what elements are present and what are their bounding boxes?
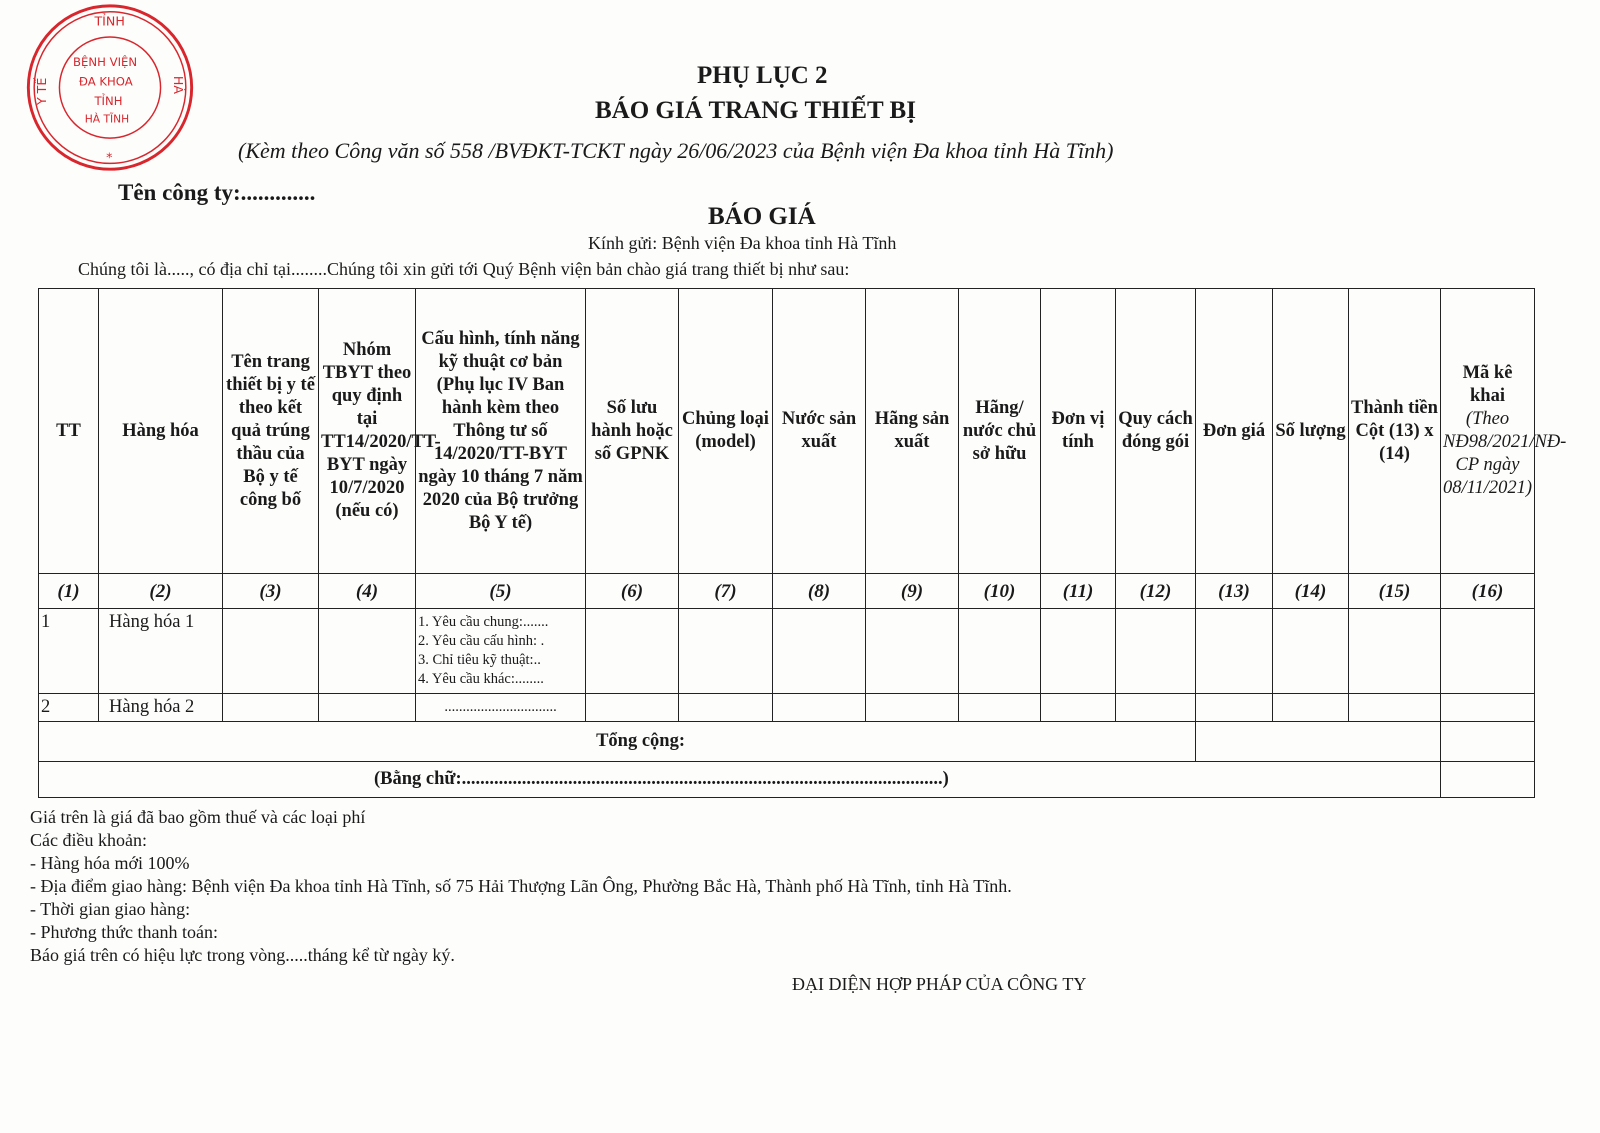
quote-table xyxy=(38,288,1567,798)
index-cell: (10) xyxy=(959,574,1041,609)
requirement: 1. Yêu cầu chung:....... xyxy=(418,614,549,630)
cell xyxy=(223,609,319,694)
note-line: - Hàng hóa mới 100% xyxy=(30,853,190,873)
cell xyxy=(1041,694,1116,722)
svg-text:TỈNH: TỈNH xyxy=(94,94,123,109)
index-cell: (2) xyxy=(99,574,223,609)
col-header: Cấu hình, tính năng kỹ thuật cơ bản (Phụ lục IV Ban hành kèm theo Thông tư số 14/2020/TT-BYT ngày 10 tháng 7 năm 2020 của Bộ trưởng Bộ Y tế) xyxy=(416,289,586,574)
quote-title: BÁO GIÁ xyxy=(708,203,816,230)
cell xyxy=(1441,762,1535,798)
cell xyxy=(1349,694,1441,722)
cell xyxy=(773,694,866,722)
document-body xyxy=(30,288,1567,996)
svg-text:TỈNH: TỈNH xyxy=(94,13,125,29)
index-cell: (14) xyxy=(1273,574,1349,609)
in-words-row xyxy=(39,762,1535,798)
col-header-label: Mã kê khai xyxy=(1462,363,1513,406)
row-tt: 1 xyxy=(39,609,99,694)
col-header: Số lưu hành hoặc số GPNK xyxy=(586,289,679,574)
cell xyxy=(1116,694,1196,722)
col-header: Số lượng xyxy=(1273,289,1349,574)
col-header: TT xyxy=(39,289,99,574)
col-header: Tên trang thiết bị y tế theo kết quả trúng thầu của Bộ y tế công bố xyxy=(223,289,319,574)
note-line: Các điều khoản: xyxy=(30,830,147,850)
cell xyxy=(319,694,416,722)
cell xyxy=(319,609,416,694)
col-header: Nhóm TBYT theo quy định tại TT14/2020/TT-BYT ngày 10/7/2020 (nếu có) xyxy=(319,289,416,574)
col-header: Hãng/ nước chủ sở hữu xyxy=(959,289,1041,574)
index-cell: (6) xyxy=(586,574,679,609)
cell xyxy=(1196,694,1273,722)
document-subtitle: (Kèm theo Công văn số 558 /BVĐKT-TCKT ngày 26/06/2023 của Bệnh viện Đa khoa tỉnh Hà Tĩnh) xyxy=(238,138,1114,163)
index-cell: (15) xyxy=(1349,574,1441,609)
appendix-label: PHỤ LỤC 2 xyxy=(697,62,828,89)
cell xyxy=(866,694,959,722)
index-cell: (16) xyxy=(1441,574,1535,609)
col-header: Quy cách đóng gói xyxy=(1116,289,1196,574)
cell xyxy=(1441,722,1535,762)
amount-in-words: (Bằng chữ:........................................................................................................) xyxy=(39,762,1441,798)
note-line: - Địa điểm giao hàng: Bệnh viện Đa khoa tỉnh Hà Tĩnh, số 75 Hải Thượng Lãn Ông, Phường Bắc Hà, Thành phố Hà Tĩnh, tỉnh Hà Tĩnh. xyxy=(30,876,1012,896)
cell xyxy=(586,694,679,722)
note-line: - Phương thức thanh toán: xyxy=(30,922,219,942)
col-header: Hãng sản xuất xyxy=(866,289,959,574)
note-line: Báo giá trên có hiệu lực trong vòng.....tháng kể từ ngày ký. xyxy=(30,945,455,965)
index-cell: (8) xyxy=(773,574,866,609)
index-cell: (12) xyxy=(1116,574,1196,609)
index-cell: (1) xyxy=(39,574,99,609)
total-label: Tổng cộng: xyxy=(39,722,1196,762)
intro-text: Chúng tôi là....., có địa chỉ tại........Chúng tôi xin gửi tới Quý Bệnh viện bản chào giá trang thiết bị như sau: xyxy=(78,259,850,279)
cell xyxy=(1196,609,1273,694)
note-line: - Thời gian giao hàng: xyxy=(30,899,191,919)
svg-text:BỆNH VIỆN: BỆNH VIỆN xyxy=(73,55,138,70)
document-title: BÁO GIÁ TRANG THIẾT BỊ xyxy=(595,97,916,124)
cell xyxy=(679,609,773,694)
total-value xyxy=(1196,722,1441,762)
index-row xyxy=(39,574,1535,609)
total-row xyxy=(39,722,1535,762)
terms-notes xyxy=(30,806,1534,967)
signature-label: ĐẠI DIỆN HỢP PHÁP CỦA CÔNG TY xyxy=(792,974,1087,994)
col-header xyxy=(1441,289,1567,574)
index-cell: (7) xyxy=(679,574,773,609)
table-row xyxy=(39,609,1535,694)
cell xyxy=(959,694,1041,722)
col-header: Nước sản xuất xyxy=(773,289,866,574)
cell xyxy=(223,694,319,722)
table-row xyxy=(39,694,1535,722)
cell xyxy=(1349,609,1441,694)
cell xyxy=(1273,609,1349,694)
row-requirements xyxy=(416,609,586,694)
cell xyxy=(586,609,679,694)
index-cell: (5) xyxy=(416,574,586,609)
cell xyxy=(866,609,959,694)
index-cell: (13) xyxy=(1196,574,1273,609)
row-tt: 2 xyxy=(39,694,99,722)
row-item-name: Hàng hóa 2 xyxy=(99,694,223,722)
cell xyxy=(1441,609,1535,694)
svg-text:HÀ: HÀ xyxy=(171,75,187,95)
index-cell: (11) xyxy=(1041,574,1116,609)
svg-text:Y TẾ: Y TẾ xyxy=(33,77,49,106)
company-name: Tên công ty:............. xyxy=(118,180,316,205)
cell xyxy=(679,694,773,722)
cell xyxy=(1041,609,1116,694)
svg-text:HÀ TĨNH: HÀ TĨNH xyxy=(84,112,130,126)
svg-text:*: * xyxy=(106,149,113,165)
cell xyxy=(1116,609,1196,694)
hospital-stamp xyxy=(20,2,200,182)
col-header: Thành tiền Cột (13) x (14) xyxy=(1349,289,1441,574)
col-header-note: (Theo NĐ98/2021/NĐ-CP ngày 08/11/2021) xyxy=(1443,409,1567,498)
index-cell: (9) xyxy=(866,574,959,609)
svg-text:ĐA KHOA: ĐA KHOA xyxy=(78,74,133,89)
cell xyxy=(1273,694,1349,722)
col-header: Hàng hóa xyxy=(99,289,223,574)
cell xyxy=(1441,694,1535,722)
requirement: 4. Yêu cầu khác:........ xyxy=(418,671,544,687)
note-line: Giá trên là giá đã bao gồm thuế và các loại phí xyxy=(30,807,366,827)
col-header: Chủng loại (model) xyxy=(679,289,773,574)
col-header: Đơn vị tính xyxy=(1041,289,1116,574)
cell xyxy=(773,609,866,694)
requirement: 3. Chỉ tiêu kỹ thuật:.. xyxy=(418,652,541,668)
index-cell: (3) xyxy=(223,574,319,609)
index-cell: (4) xyxy=(319,574,416,609)
row-requirements: ............................... xyxy=(416,694,586,722)
requirement: 2. Yêu cầu cấu hình: . xyxy=(418,633,545,649)
col-header: Đơn giá xyxy=(1196,289,1273,574)
row-item-name: Hàng hóa 1 xyxy=(99,609,223,694)
header-row xyxy=(39,289,1535,574)
recipient: Kính gửi: Bệnh viện Đa khoa tỉnh Hà Tĩnh xyxy=(588,233,897,253)
cell xyxy=(959,609,1041,694)
